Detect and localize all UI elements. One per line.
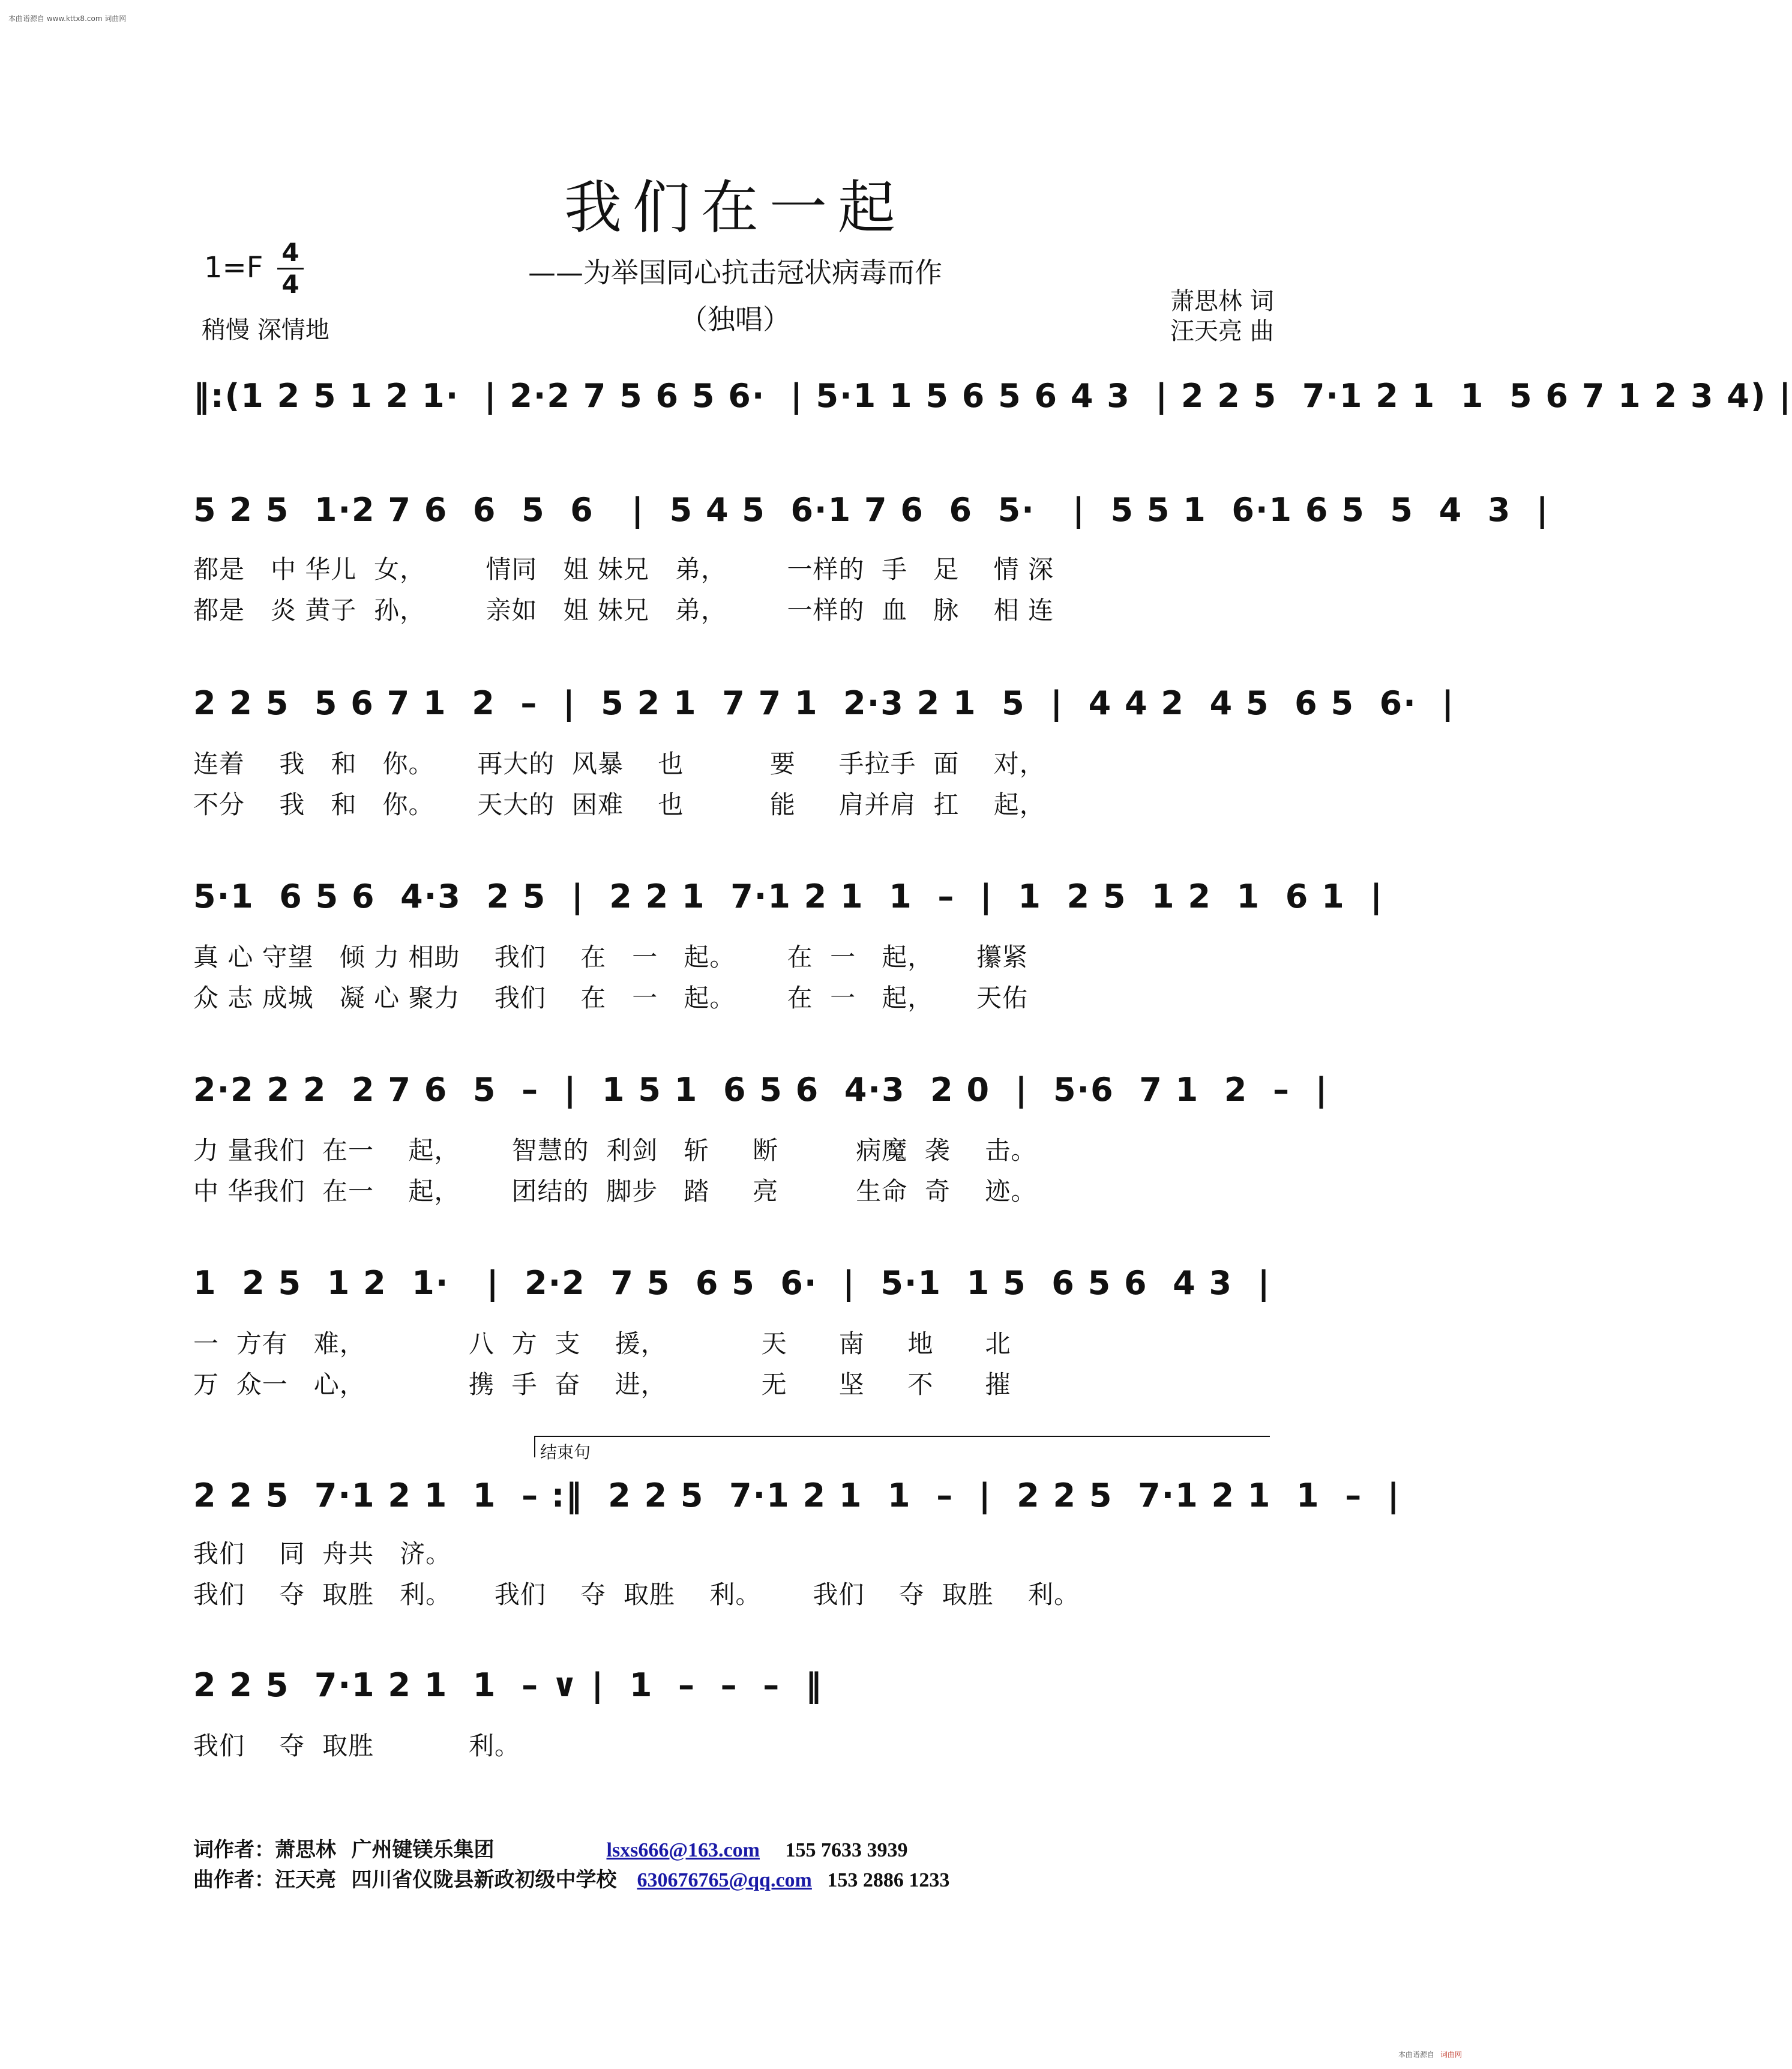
lyrics-line-4-verse-1: 力 量我们 在一 起， 智慧的 利剑 斩 断 病魔 袭 击。 <box>193 1136 1037 1165</box>
composer-credit: 汪天亮 曲 <box>1170 318 1274 345</box>
score-line-2: 2 2 5 5 6 7 1 2 – | 5 2 1 7 7 1 2·3 2 1 5 | 4 4 2 4 5 6 5 6· | <box>193 684 1455 722</box>
lyrics-line-5-verse-1: 一 方有 难， 八 方 支 援， 天 南 地 北 <box>193 1329 1011 1358</box>
score-line-6: 2 2 5 7·1 2 1 1 – :‖ 2 2 5 7·1 2 1 1 – | 2 2 5 7·1 2 1 1 – | <box>193 1477 1401 1514</box>
coda-label: 结束句 <box>540 1442 591 1462</box>
footer-composer-role: 曲作者：汪天亮 <box>193 1869 336 1891</box>
subtitle: ——为举国同心抗击冠状病毒而作 <box>528 256 942 289</box>
score-line-4: 2·2 2 2 2 7 6 5 – | 1 5 1 6 5 6 4·3 2 0 | 5·6 7 1 2 – | <box>193 1071 1329 1109</box>
lyrics-line-1-verse-2: 都是 炎 黄子 孙， 亲如 姐 妹兄 弟， 一样的 血 脉 相 连 <box>193 595 1054 625</box>
footer-lyricist-org: 广州键镁乐集团 <box>351 1839 495 1861</box>
footer-composer-row <box>193 1863 949 1893</box>
watermark-bottom <box>1398 2049 1462 2059</box>
time-signature-bottom: 4 <box>281 270 299 299</box>
footer-composer-email-link[interactable]: 630676765@qq.com <box>637 1869 812 1891</box>
lyrics-line-3-verse-1: 真 心 守望 倾 力 相助 我们 在 一 起。 在 一 起， 攥紧 <box>193 942 1028 972</box>
lyricist-credit: 萧思林 词 <box>1170 288 1274 315</box>
tempo-marking: 稍慢 深情地 <box>202 316 329 344</box>
footer-composer-org: 四川省仪陇县新政初级中学校 <box>351 1869 617 1891</box>
watermark-bottom-a: 本曲谱源自 <box>1398 2050 1434 2059</box>
lyrics-line-7-verse-1: 我们 夺 取胜 利。 <box>193 1731 520 1760</box>
score-line-7: 2 2 5 7·1 2 1 1 – ∨ | 1 – – – ‖ <box>193 1666 823 1704</box>
song-title: 我们在一起 <box>564 174 906 241</box>
footer-composer-phone: 153 2886 1233 <box>827 1869 950 1891</box>
footer-lyricist-phone: 155 7633 3939 <box>785 1839 908 1861</box>
score-line-intro: ‖:(1 2 5 1 2 1· | 2·2 7 5 6 5 6· | 5·1 1 5 6 5 6 4 3 | 2 2 5 7·1 2 1 1 5 6 7 1 2 3 4) | <box>193 377 1792 415</box>
coda-bracket-tick <box>534 1436 535 1457</box>
footer-lyricist-role: 词作者：萧思林 <box>193 1839 336 1861</box>
lyrics-line-2-verse-1: 连着 我 和 你。 再大的 风暴 也 要 手拉手 面 对， <box>193 749 1045 779</box>
lyrics-line-2-verse-2: 不分 我 和 你。 天大的 困难 也 能 肩并肩 扛 起， <box>193 790 1045 819</box>
lyrics-line-5-verse-2: 万 众一 心， 携 手 奋 进， 无 坚 不 摧 <box>193 1370 1011 1399</box>
score-line-5: 1 2 5 1 2 1· | 2·2 7 5 6 5 6· | 5·1 1 5 6 5 6 4 3 | <box>193 1264 1271 1302</box>
score-line-1: 5 2 5 1·2 7 6 6 5 6 | 5 4 5 6·1 7 6 6 5· | 5 5 1 6·1 6 5 5 4 3 | <box>193 491 1550 529</box>
time-signature-top: 4 <box>281 238 299 267</box>
footer-lyricist-row <box>193 1833 907 1863</box>
lyrics-line-6-verse-1: 我们 同 舟共 济。 <box>193 1539 452 1568</box>
watermark-top: 本曲谱源自 www.kttx8.com 词曲网 <box>8 14 127 23</box>
score-line-3: 5·1 6 5 6 4·3 2 5 | 2 2 1 7·1 2 1 1 – | 1 2 5 1 2 1 6 1 | <box>193 878 1384 915</box>
lyrics-line-1-verse-1: 都是 中 华儿 女， 情同 姐 妹兄 弟， 一样的 手 足 情 深 <box>193 555 1054 584</box>
coda-bracket <box>534 1436 1270 1437</box>
performance-note: （独唱） <box>680 303 790 336</box>
lyrics-line-3-verse-2: 众 志 成城 凝 心 聚力 我们 在 一 起。 在 一 起， 天佑 <box>193 983 1028 1013</box>
footer-lyricist-email-link[interactable]: lsxs666@163.com <box>606 1839 760 1861</box>
lyrics-line-4-verse-2: 中 华我们 在一 起， 团结的 脚步 踏 亮 生命 奇 迹。 <box>193 1176 1037 1206</box>
lyrics-line-6-verse-2: 我们 夺 取胜 利。 我们 夺 取胜 利。 我们 夺 取胜 利。 <box>193 1580 1080 1609</box>
key-signature: 1=F <box>204 251 263 285</box>
watermark-bottom-b: 词曲网 <box>1440 2050 1462 2059</box>
